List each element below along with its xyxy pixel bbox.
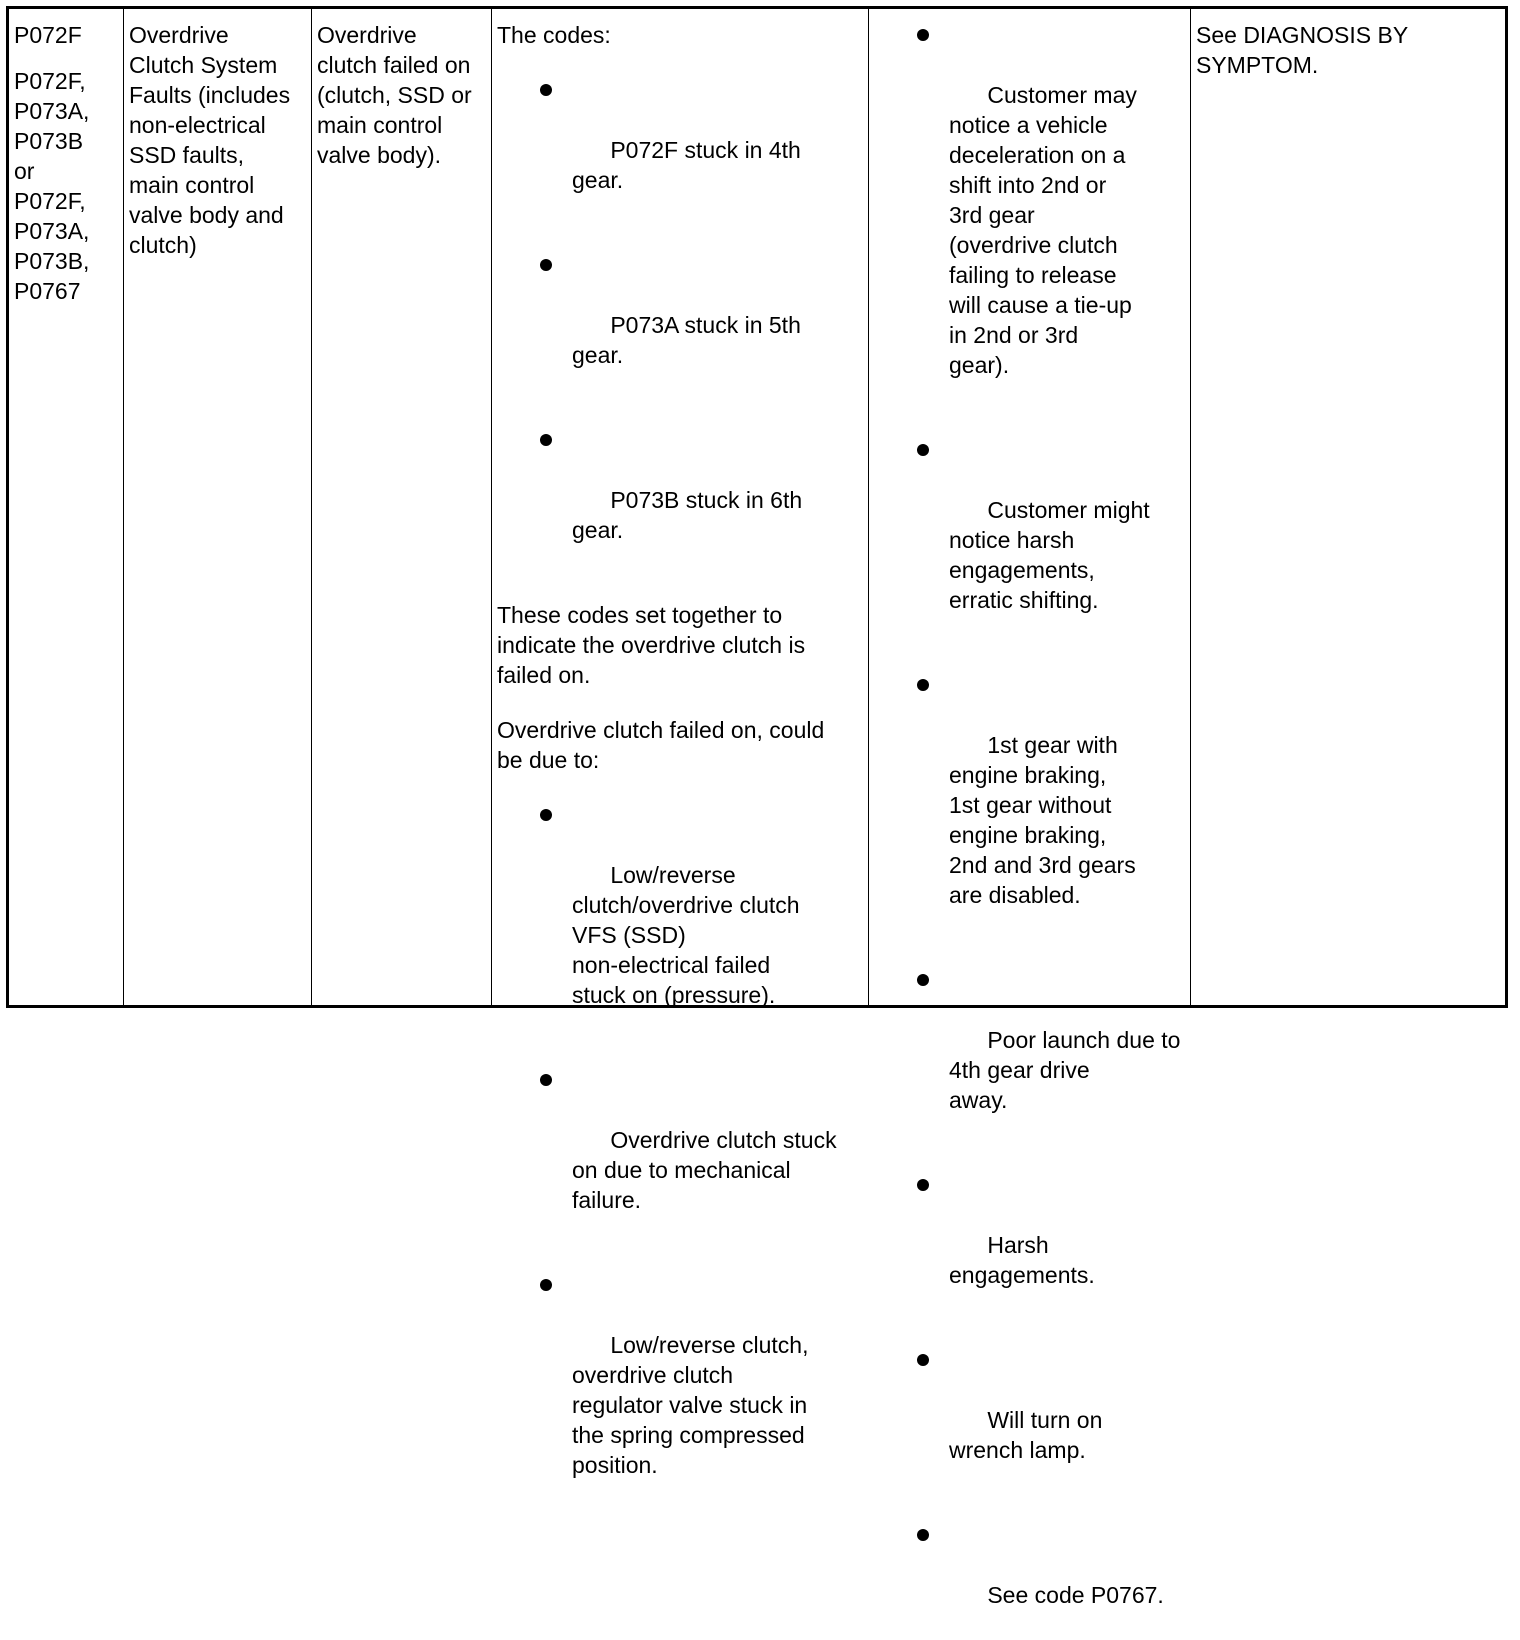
dtc-code-line: or [14, 158, 35, 184]
symptom-bullet-text: 1st gear with engine braking, 1st gear without engine braking, 2nd and 3rd gears are disabled. [949, 732, 1136, 908]
description-line: Clutch System [129, 52, 278, 78]
dtc-description-cell [123, 9, 311, 1005]
dtc-table [6, 6, 1508, 1608]
bullet-dot-icon [917, 679, 929, 691]
symptom-bullet-item [949, 1520, 1190, 1640]
symptom-bullet-item [949, 965, 1190, 1145]
code-bullet-text: P072F stuck in 4th gear. [572, 137, 801, 193]
code-bullet-text: P073B stuck in 6th gear. [572, 487, 803, 543]
symptom-bullet-text: See code P0767. [987, 1582, 1164, 1608]
bullet-dot-icon [540, 259, 552, 271]
code-bullet-item [572, 75, 868, 225]
symptom-bullet-item [949, 20, 1190, 410]
action-line: SYMPTOM. [1196, 52, 1319, 78]
symptom-bullet-item [949, 1170, 1190, 1320]
dtc-code-line: P073A, [14, 98, 90, 124]
failed-on-paragraph: Overdrive clutch failed on, could be due to: [497, 717, 825, 773]
code-bullet-item [572, 250, 868, 400]
bullet-dot-icon [917, 1354, 929, 1366]
condition-line: Overdrive [317, 22, 417, 48]
symptom-bullet-text: Poor launch due to 4th gear drive away. [949, 1027, 1181, 1113]
dtc-code-line: P072F, [14, 188, 86, 214]
possible-causes-cell [491, 9, 868, 1478]
dtc-code-line: P073A, [14, 218, 90, 244]
bullet-dot-icon [540, 1279, 552, 1291]
description-line: main control [129, 172, 255, 198]
bullet-dot-icon [540, 434, 552, 446]
dtc-codes-cell [9, 9, 123, 1005]
spacer [14, 50, 123, 66]
cause-bullet-item [572, 1065, 868, 1245]
description-line: Overdrive [129, 22, 229, 48]
code-bullet-text: P073A stuck in 5th gear. [572, 312, 801, 368]
condition-cell [311, 9, 491, 1005]
dtc-code-line: P073B [14, 128, 84, 154]
symptom-bullet-text: Will turn on wrench lamp. [949, 1407, 1103, 1463]
bullet-dot-icon [917, 1529, 929, 1541]
code-bullet-item [572, 425, 868, 575]
codes-together-paragraph: These codes set together to indicate the overdrive clutch is failed on. [497, 602, 806, 688]
codes-intro: The codes: [497, 22, 611, 48]
cause-bullet-item [572, 1270, 868, 1510]
symptom-bullet-item [949, 1345, 1190, 1495]
bullet-dot-icon [917, 444, 929, 456]
description-line: non-electrical [129, 112, 266, 138]
description-line: Faults (includes [129, 82, 291, 108]
dtc-code-line: P072F [14, 22, 82, 48]
symptom-bullet-item [949, 435, 1190, 645]
symptom-bullet-item [949, 670, 1190, 940]
symptom-bullet-text: Customer might notice harsh engagements, erratic shifting. [949, 497, 1150, 613]
description-line: clutch) [129, 232, 197, 258]
symptoms-cell [868, 9, 1190, 1608]
action-cell [1190, 9, 1508, 1005]
symptom-bullet-text: Harsh engagements. [949, 1232, 1095, 1288]
condition-line: main control [317, 112, 443, 138]
bullet-dot-icon [917, 29, 929, 41]
symptom-bullet-text: Customer may notice a vehicle deceleration on a shift into 2nd or 3rd gear (overdrive clutch failing to release will cause a tie-up in 2nd or 3rd gear). [949, 82, 1137, 378]
condition-line: valve body). [317, 142, 442, 168]
dtc-code-line: P0767 [14, 278, 81, 304]
dtc-code-line: P073B, [14, 248, 90, 274]
cause-bullet-text: Overdrive clutch stuck on due to mechanical failure. [572, 1127, 837, 1213]
condition-line: clutch failed on [317, 52, 471, 78]
description-line: valve body and [129, 202, 284, 228]
cause-bullet-text: Low/reverse clutch, overdrive clutch regulator valve stuck in the spring compressed position. [572, 1332, 809, 1478]
bullet-dot-icon [917, 974, 929, 986]
dtc-code-line: P072F, [14, 68, 86, 94]
description-line: SSD faults, [129, 142, 245, 168]
action-line: See DIAGNOSIS BY [1196, 22, 1409, 48]
cause-bullet-text: Low/reverse clutch/overdrive clutch VFS (SSD) non-electrical failed stuck on (pressure). [572, 862, 800, 1008]
bullet-dot-icon [540, 84, 552, 96]
cause-bullet-item [572, 800, 868, 1040]
bullet-dot-icon [917, 1179, 929, 1191]
bullet-dot-icon [540, 809, 552, 821]
bullet-dot-icon [540, 1074, 552, 1086]
condition-line: (clutch, SSD or [317, 82, 472, 108]
